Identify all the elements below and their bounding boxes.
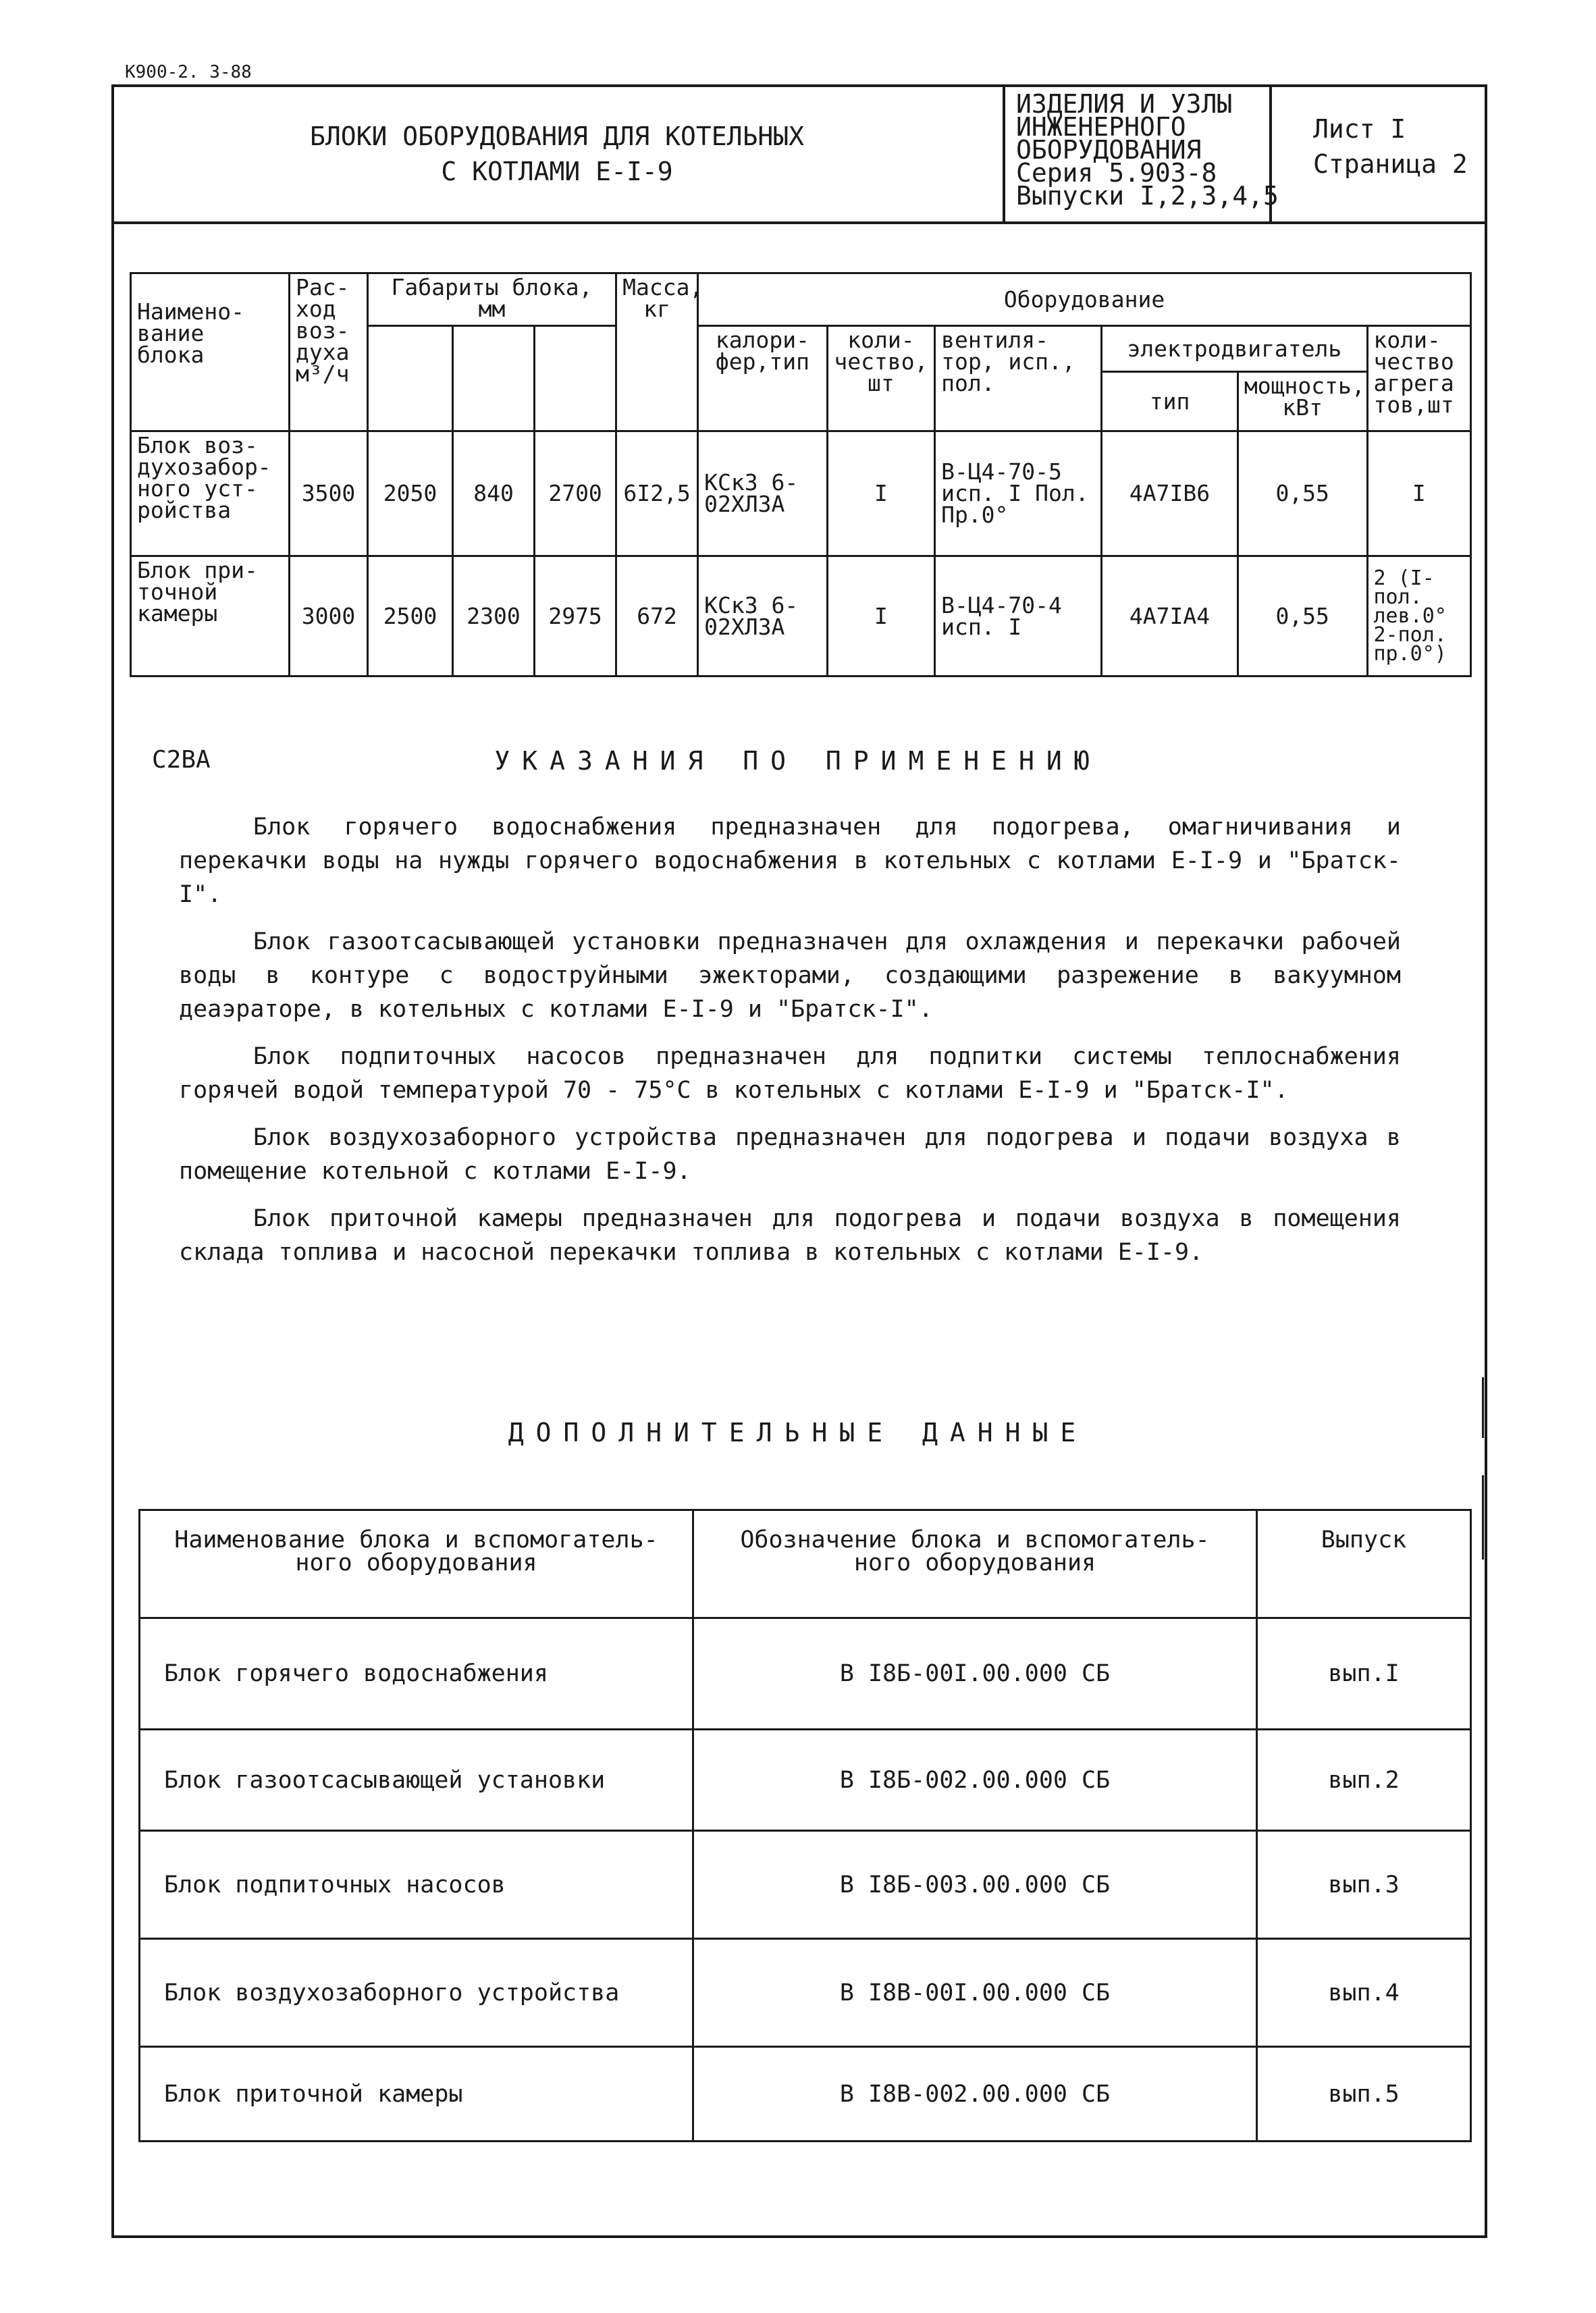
equipment-table — [130, 272, 1472, 677]
sheet-info — [1313, 111, 1468, 182]
row-mass: 672 — [616, 556, 698, 676]
row-block-name: Блок воздухозаборного устройства — [140, 1939, 693, 2047]
row-block-name: Блок горячего водоснабжения — [140, 1618, 693, 1730]
row-motor-power: 0,55 — [1238, 431, 1367, 556]
edge-mark — [1482, 1377, 1484, 1438]
row-issue: вып.I — [1257, 1618, 1471, 1730]
usage-paragraph-1: Блок горячего водоснабжения предназначен для подогрева, омагничивания и перекачки воды на нужды горячего водоснабжения в котельных с котлами Е-I-9 и "Братск-I". — [179, 814, 1401, 908]
edge-mark — [1482, 1475, 1484, 1560]
header-designation: Обозначение блока и вспомогатель- ного оборудования — [693, 1510, 1257, 1618]
table-row — [131, 556, 1471, 676]
header-motor-type: тип — [1102, 372, 1238, 431]
header-heater-qty: коли- чество, шт — [827, 326, 934, 431]
header-air-flow: Рас- ход воз- духа м³/ч — [289, 273, 367, 431]
header-issue: Выпуск — [1257, 1510, 1471, 1618]
row-issue: вып.4 — [1257, 1939, 1471, 2047]
row-block-name: Блок приточной камеры — [140, 2047, 693, 2142]
row-issue: вып.3 — [1257, 1831, 1471, 1939]
row-designation: В I8Б-00I.00.000 СБ — [693, 1618, 1257, 1730]
row-designation: В I8Б-003.00.000 СБ — [693, 1831, 1257, 1939]
row-motor-power: 0,55 — [1238, 556, 1367, 676]
row-dim-3: 2700 — [535, 431, 616, 556]
header-block-name: Наимено- вание блока — [131, 273, 290, 431]
row-dim-3: 2975 — [535, 556, 616, 676]
row-units-qty: I — [1367, 431, 1471, 556]
table-row — [140, 1939, 1471, 2047]
page-number: Страница 2 — [1313, 149, 1468, 179]
series-line-5: Выпуски I,2,3,4,5 — [1016, 181, 1279, 211]
row-dim-1: 2500 — [367, 556, 452, 676]
row-dim-2: 2300 — [453, 556, 535, 676]
additional-data-table — [138, 1509, 1472, 2142]
row-mass: 6I2,5 — [616, 431, 698, 556]
row-issue: вып.5 — [1257, 2047, 1471, 2142]
table-row — [140, 1618, 1471, 1730]
row-units-qty: 2 (I-пол. лев.0° 2-пол. пр.0°) — [1367, 556, 1471, 676]
table-row — [140, 1831, 1471, 1939]
row-air-flow: 3000 — [289, 556, 367, 676]
row-name: Блок воз- духозабор- ного уст- ройства — [131, 431, 290, 556]
document-code: К900-2. 3-88 — [125, 62, 252, 82]
series-line-2: ИНЖЕНЕРНОГО — [1016, 112, 1186, 142]
header-heater: калори- фер,тип — [698, 326, 828, 431]
row-dim-1: 2050 — [367, 431, 452, 556]
header-equipment: Оборудование — [698, 273, 1471, 326]
sheet-number: Лист I — [1313, 114, 1406, 144]
row-name: Блок при- точной камеры — [131, 556, 290, 676]
usage-paragraph-2: Блок газоотсасывающей установки предназначен для охлаждения и перекачки рабочей воды в контуре с водоструйными эжекторами, создающими разрежение в вакуумном деаэраторе, в котельных с котлами Е-I-9 и "Братск-I". — [179, 928, 1401, 1023]
header-units-qty: коли- чество агрега тов,шт — [1367, 326, 1471, 431]
series-line-1: ИЗДЕЛИЯ И УЗЛЫ — [1016, 89, 1233, 119]
row-designation: В I8Б-002.00.000 СБ — [693, 1730, 1257, 1831]
row-designation: В I8В-002.00.000 СБ — [693, 2047, 1257, 2142]
row-dim-2: 840 — [453, 431, 535, 556]
header-dimensions: Габариты блока, мм — [367, 273, 616, 326]
series-line-4: Серия 5.903-8 — [1016, 158, 1217, 188]
usage-text — [179, 810, 1401, 1269]
title-line-2: С КОТЛАМИ Е-I-9 — [441, 156, 673, 186]
document-title — [111, 84, 1003, 223]
usage-paragraph-4: Блок воздухозаборного устройства предназначен для подогрева и подачи воздуха в помещение котельной с котлами Е-I-9. — [179, 1124, 1401, 1185]
row-heater: КСкЗ 6-02ХЛЗА — [698, 431, 828, 556]
row-block-name: Блок газоотсасывающей установки — [140, 1730, 693, 1831]
row-heater-qty: I — [827, 556, 934, 676]
table-row — [140, 1730, 1471, 1831]
header-motor: электродвигатель — [1102, 326, 1367, 372]
header-mass: Масса, кг — [616, 273, 698, 431]
dim-col-3-header — [535, 326, 616, 431]
header-separator-1 — [1003, 84, 1005, 223]
row-fan: В-Ц4-70-4 исп. I — [935, 556, 1102, 676]
usage-paragraph-3: Блок подпиточных насосов предназначен для подпитки системы теплоснабжения горячей водой температурой 70 - 75°С в котельных с котлами Е-I-9 и "Братск-I". — [179, 1043, 1401, 1104]
row-motor-type: 4А7IВ6 — [1102, 431, 1238, 556]
row-block-name: Блок подпиточных насосов — [140, 1831, 693, 1939]
row-heater-qty: I — [827, 431, 934, 556]
table-row — [140, 2047, 1471, 2142]
dim-col-1-header — [367, 326, 452, 431]
section-code: С2ВА — [152, 746, 211, 774]
additional-title: ДОПОЛНИТЕЛЬНЫЕ ДАННЫЕ — [508, 1418, 1088, 1447]
series-line-3: ОБОРУДОВАНИЯ — [1016, 135, 1202, 165]
header-motor-power: мощность, кВт — [1238, 372, 1367, 431]
series-info — [1016, 89, 1279, 211]
row-fan: В-Ц4-70-5 исп. I Пол. Пр.0° — [935, 431, 1102, 556]
row-designation: В I8В-00I.00.000 СБ — [693, 1939, 1257, 2047]
row-motor-type: 4А7IА4 — [1102, 556, 1238, 676]
table-row — [131, 431, 1471, 556]
row-issue: вып.2 — [1257, 1730, 1471, 1831]
header-block-and-equipment: Наименование блока и вспомогатель- ного оборудования — [140, 1510, 693, 1618]
header-fan: вентиля- тор, исп., пол. — [935, 326, 1102, 431]
row-air-flow: 3500 — [289, 431, 367, 556]
usage-paragraph-5: Блок приточной камеры предназначен для подогрева и подачи воздуха в помещения склада топлива и насосной перекачки топлива в котельных с котлами Е-I-9. — [179, 1205, 1401, 1266]
dim-col-2-header — [453, 326, 535, 431]
usage-title: УКАЗАНИЯ ПО ПРИМЕНЕНИЮ — [494, 746, 1102, 776]
row-heater: КСкЗ 6-02ХЛЗА — [698, 556, 828, 676]
title-line-1: БЛОКИ ОБОРУДОВАНИЯ ДЛЯ КОТЕЛЬНЫХ — [309, 121, 805, 151]
